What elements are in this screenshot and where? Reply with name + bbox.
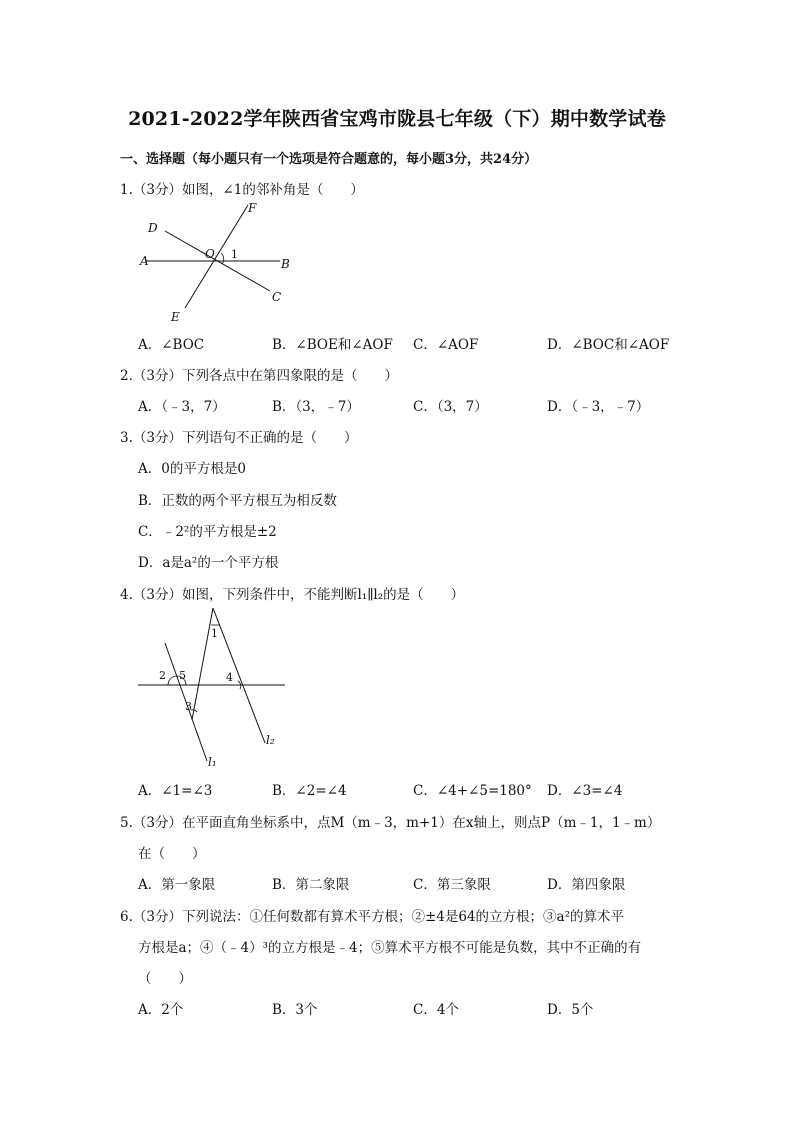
label-d: D	[148, 221, 158, 235]
label-e: E	[171, 310, 180, 324]
q1-option-b: B．∠BOE和∠AOF	[272, 337, 393, 353]
question-3-stem: 3.（3分）下列语句不正确的是（ ）	[120, 430, 358, 446]
label-b: B	[281, 257, 290, 271]
q4-option-c: C．∠4+∠5=180°	[413, 783, 532, 799]
label-angle-4: 4	[226, 671, 233, 684]
q2-option-c: C．（3，7）	[413, 399, 488, 415]
question-6-stem-line1: 6.（3分）下列说法：①任何数都有算术平方根；②±4是64的立方根；③a²的算术平	[120, 909, 625, 925]
q2-option-d: D．（﹣3，﹣7）	[547, 399, 650, 415]
transversal-diagonal	[192, 608, 213, 720]
line-l2	[213, 608, 265, 743]
q3-option-a: A．0的平方根是0	[138, 461, 246, 477]
q4-option-b: B．∠2=∠4	[272, 783, 347, 799]
label-l2: l₂	[266, 733, 275, 747]
q3-option-b: B．正数的两个平方根互为相反数	[138, 493, 337, 509]
q6-option-c: C．4个	[413, 1002, 459, 1018]
q5-option-a: A．第一象限	[138, 877, 216, 893]
label-c: C	[272, 290, 282, 304]
label-angle-1: 1	[211, 627, 218, 640]
question-5-stem-line2: 在（ ）	[138, 846, 206, 862]
q3-option-c: C．﹣2²的平方根是±2	[138, 524, 277, 540]
q3-option-d: D．a是a²的一个平方根	[138, 555, 279, 571]
q1-option-d: D．∠BOC和∠AOF	[547, 337, 670, 353]
q5-option-c: C．第三象限	[413, 877, 491, 893]
q5-option-b: B．第二象限	[272, 877, 350, 893]
q4-option-d: D．∠3=∠4	[547, 783, 623, 799]
q2-option-b: B．（3，﹣7）	[272, 399, 360, 415]
label-f: F	[248, 201, 257, 215]
q6-option-a: A．2个	[138, 1002, 184, 1018]
q1-option-a: A．∠BOC	[138, 337, 205, 353]
section-heading: 一、选择题（每小题只有一个选项是符合题意的，每小题3分，共24分）	[120, 152, 538, 167]
q6-option-b: B．3个	[272, 1002, 318, 1018]
label-o: O	[205, 247, 215, 261]
q2-option-a: A．（﹣3，7）	[138, 399, 226, 415]
q5-option-d: D．第四象限	[547, 877, 626, 893]
label-1: 1	[231, 248, 238, 261]
question-5-stem-line1: 5.（3分）在平面直角坐标系中，点M（m﹣3，m+1）在x轴上，则点P（m﹣1，1﹣m）	[120, 815, 661, 831]
label-angle-2: 2	[159, 669, 166, 682]
question-2-stem: 2.（3分）下列各点中在第四象限的是（ ）	[120, 368, 398, 384]
question-6-stem-line2: 方根是a；④（﹣4）³的立方根是﹣4；⑤算术平方根不可能是负数，其中不正确的有	[138, 940, 642, 956]
question-6-stem-line3: （ ）	[138, 971, 192, 987]
q6-option-d: D．5个	[547, 1002, 594, 1018]
label-a: A	[140, 254, 149, 268]
q4-option-a: A．∠1=∠3	[138, 783, 213, 799]
label-angle-3: 3	[185, 700, 192, 713]
q1-option-c: C．∠AOF	[413, 337, 479, 353]
angle-1-arc	[221, 253, 224, 264]
line-ef	[185, 205, 248, 308]
label-angle-5: 5	[179, 669, 186, 682]
question-4-figure	[135, 603, 295, 773]
question-1-figure	[135, 195, 300, 327]
label-l1: l₁	[208, 755, 217, 769]
question-4-stem: 4.（3分）如图，下列条件中，不能判断l₁∥l₂的是（ ）	[120, 587, 465, 603]
page-title: 2021-2022学年陕西省宝鸡市陇县七年级（下）期中数学试卷	[128, 108, 666, 130]
question-1-stem: 1.（3分）如图，∠1的邻补角是（ ）	[120, 182, 364, 198]
